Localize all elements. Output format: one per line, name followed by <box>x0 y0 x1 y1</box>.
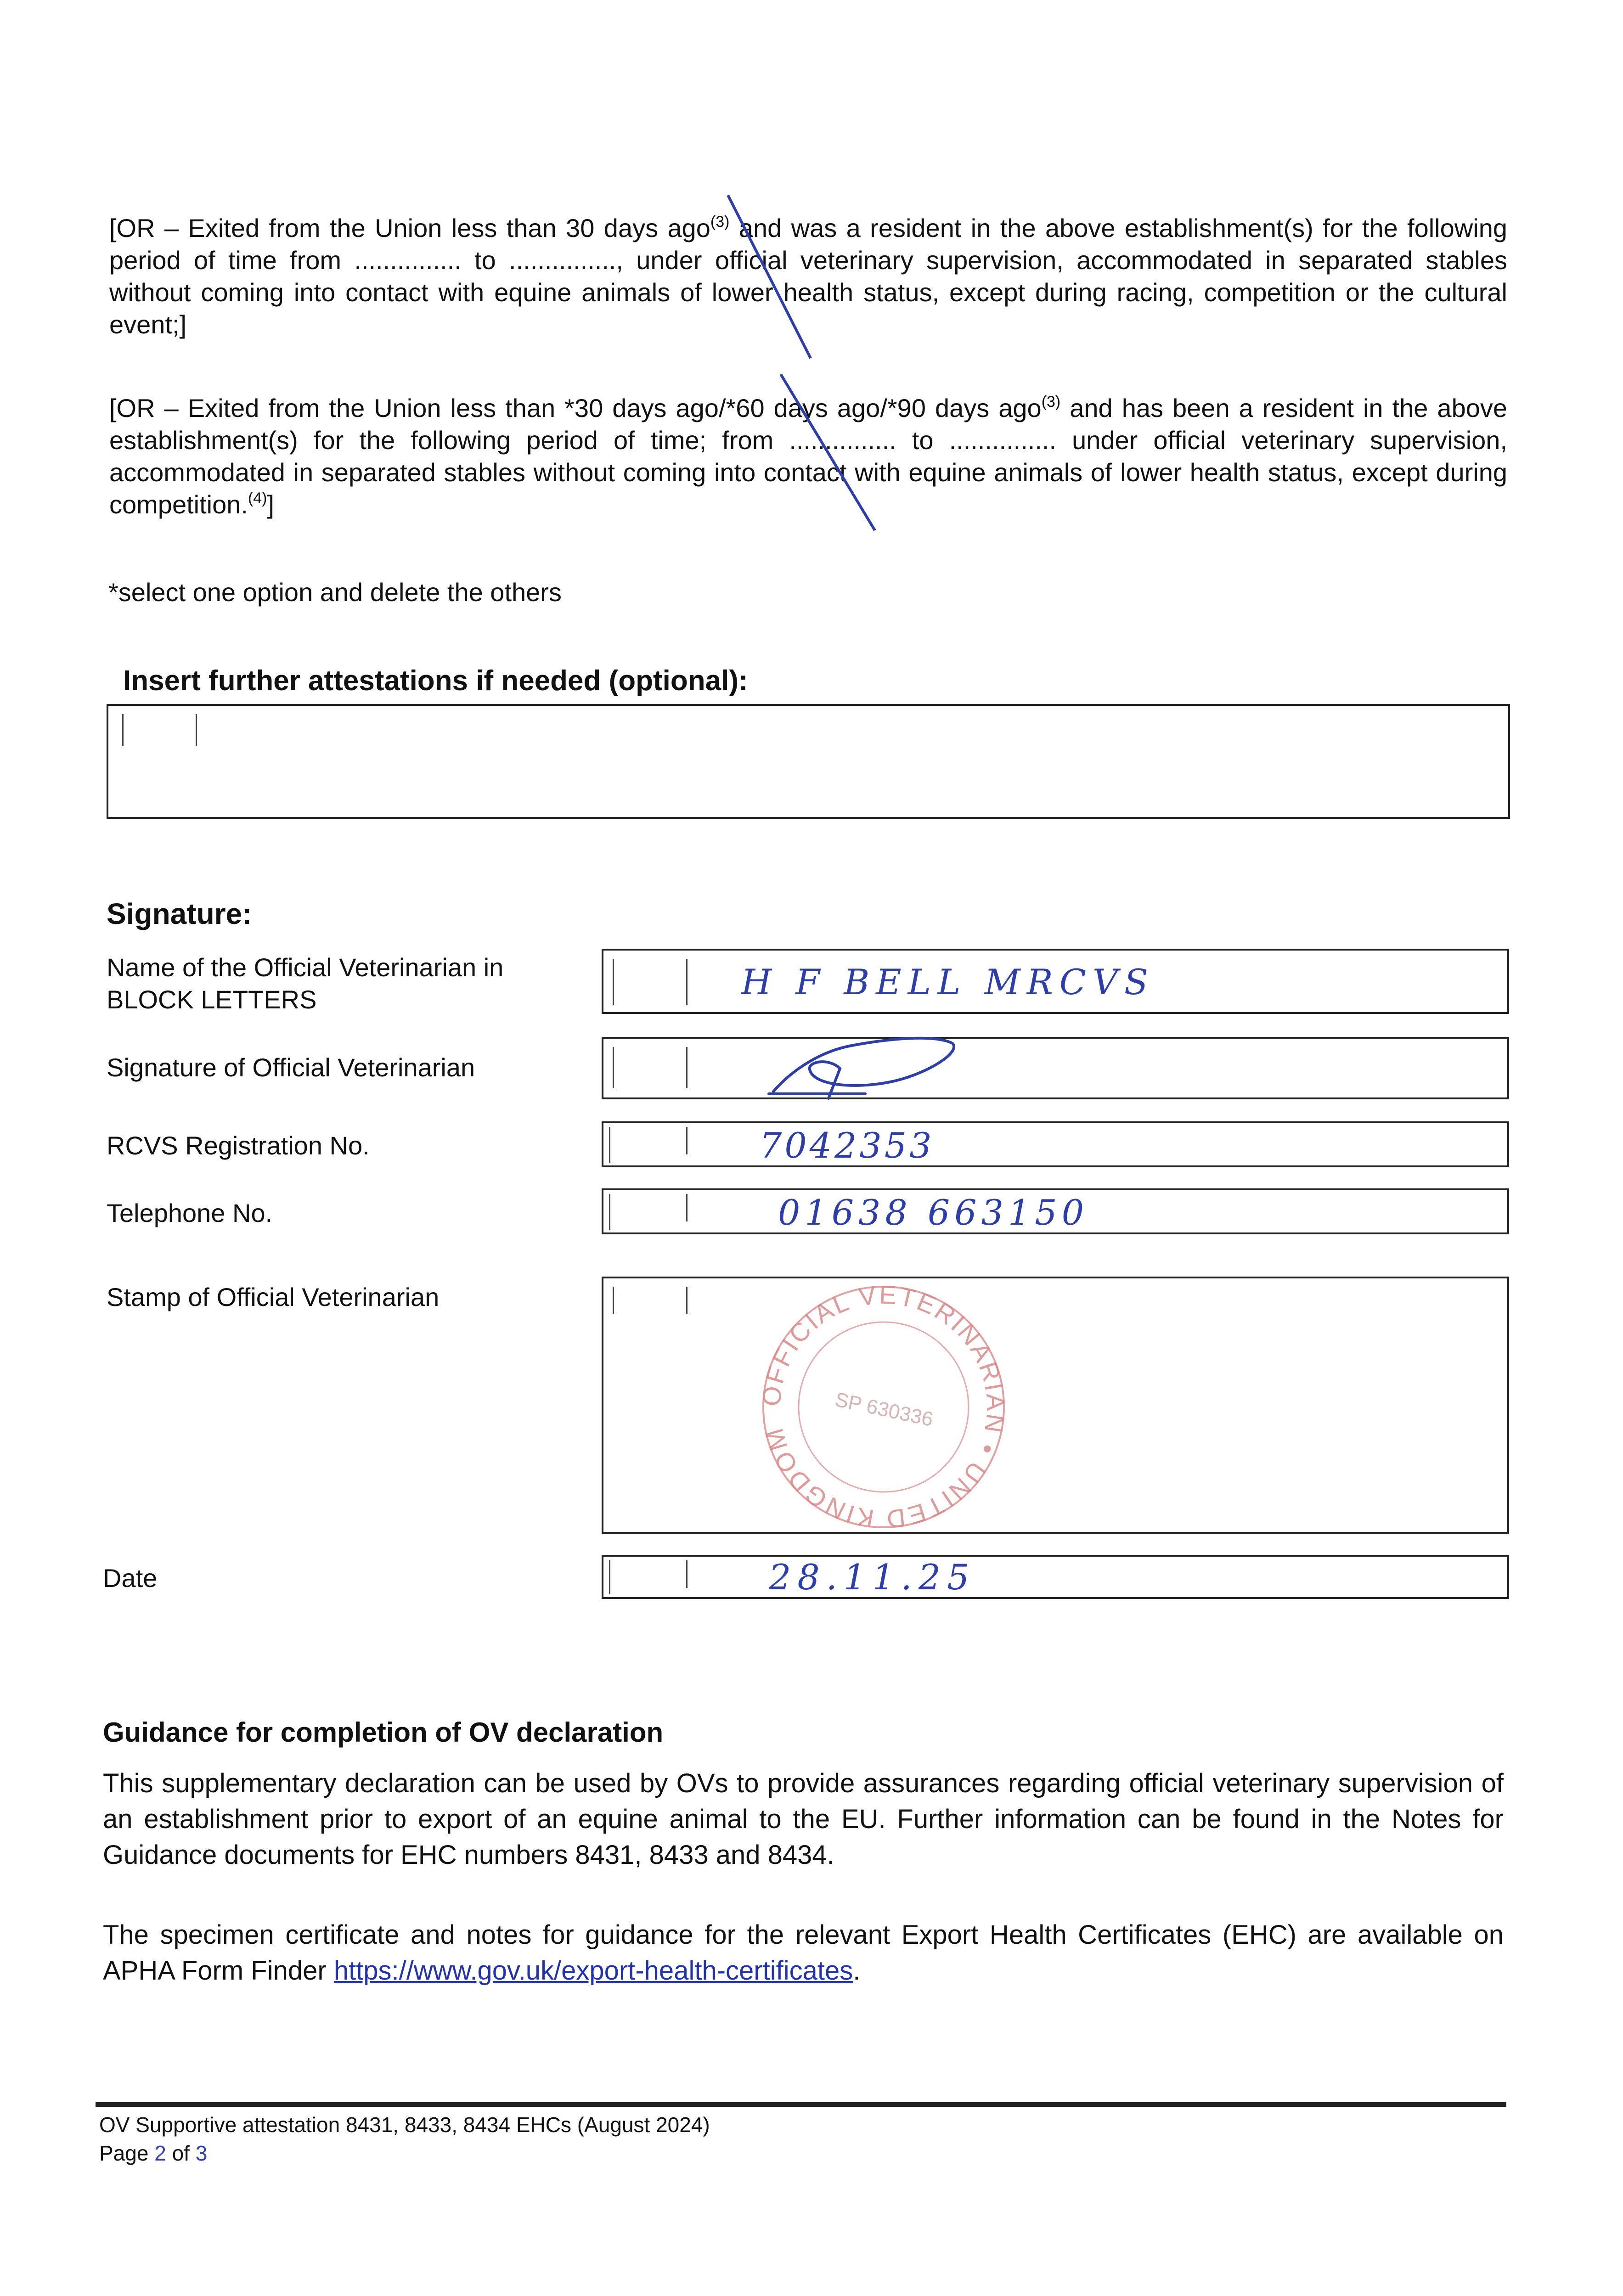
pen-strike-lines <box>0 0 1623 551</box>
telephone-field[interactable] <box>602 1188 1509 1234</box>
field-tick <box>122 714 124 746</box>
official-stamp <box>755 1278 1012 1536</box>
guidance-heading: Guidance for completion of OV declaration <box>103 1717 664 1748</box>
rcvs-field[interactable] <box>602 1121 1509 1167</box>
guidance-links-paragraph: The specimen certificate and notes for guidance for the relevant Export Health Certificates (EHC) are available on APHA Form Finder https://www.gov.uk/export-health-certificates. <box>103 1920 1504 1986</box>
footer-title: OV Supportive attestation 8431, 8433, 8434 EHCs (August 2024) <box>99 2113 710 2137</box>
guidance-paragraph: This supplementary declaration can be used by OVs to provide assurances regarding official veterinary supervision of an establishment prior to export of an equine animal to the EU. Further information can be found in the Notes for Guidance documents for EHC numbers 8431, 8433 and 8434. <box>103 1768 1504 1870</box>
field-tick <box>196 714 197 746</box>
rcvs-value: 7042353 <box>760 1125 935 1166</box>
rcvs-label: RCVS Registration No. <box>107 1131 370 1160</box>
name-label: Name of the Official Veterinarian in BLOCK LETTERS <box>107 953 504 1014</box>
footer-page-number: Page 2 of 3 <box>99 2141 208 2165</box>
further-attestations-heading: Insert further attestations if needed (optional): <box>123 665 748 697</box>
footer-rule <box>96 2102 1506 2107</box>
field-tick <box>686 1287 688 1314</box>
select-option-note: *select one option and delete the others <box>108 578 562 607</box>
signature-field[interactable] <box>602 1037 1509 1099</box>
paragraph-exit-30-days: [OR – Exited from the Union less than 30 days ago$^{(3)}$ and was a resident in the above establishment(s) for the following period of time from ............... to ..............., under official veterinary supervision, accommodated in separated stables without coming into contact with equine animals of lower health status, except during racing, competition or the cultural event;] <box>109 213 1507 339</box>
further-attestations-field[interactable] <box>107 704 1510 819</box>
stamp-number: SP 630336 <box>833 1388 935 1431</box>
paragraph-exit-multi-days: [OR – Exited from the Union less than *30 days ago/*60 days ago/*90 days ago$^{(3)}$ and has been a resident in the above establishment(s) for the following period of time; from ............... to ............... under official veterinary supervision, accommodated in separated stables without coming into contact with equine animals of lower health status, except during competition.$^{(4)}$] <box>109 393 1507 519</box>
signature-label: Signature of Official Veterinarian <box>107 1053 475 1082</box>
export-certificates-link[interactable]: https://www.gov.uk/export-health-certificates <box>333 1956 853 1986</box>
field-tick <box>613 1047 614 1088</box>
field-tick <box>613 1287 614 1314</box>
telephone-label: Telephone No. <box>107 1199 273 1227</box>
stamp-field[interactable] <box>602 1277 1509 1534</box>
field-tick <box>686 959 688 1005</box>
date-field[interactable] <box>602 1555 1509 1599</box>
field-tick <box>609 1127 610 1163</box>
field-tick <box>686 1560 688 1588</box>
field-tick <box>686 1047 688 1088</box>
handwritten-signature <box>760 1025 971 1103</box>
telephone-value: 01638 663150 <box>778 1192 1089 1233</box>
name-field[interactable] <box>602 949 1509 1014</box>
field-tick <box>686 1194 688 1221</box>
date-value: 28.11.25 <box>769 1557 976 1598</box>
date-label: Date <box>103 1564 158 1593</box>
stamp-ring-text: OFFICIAL VETERINARIAN • UNITED KINGDOM <box>756 1280 1011 1534</box>
field-tick <box>609 1194 610 1230</box>
signature-heading: Signature: <box>107 897 252 930</box>
strike-line-1 <box>728 195 811 358</box>
name-value: H F BELL MRCVS <box>741 962 1155 1002</box>
field-tick <box>686 1127 688 1154</box>
strike-line-2 <box>781 374 875 530</box>
field-tick <box>613 959 614 1005</box>
field-tick <box>609 1560 610 1594</box>
stamp-label: Stamp of Official Veterinarian <box>107 1283 440 1311</box>
